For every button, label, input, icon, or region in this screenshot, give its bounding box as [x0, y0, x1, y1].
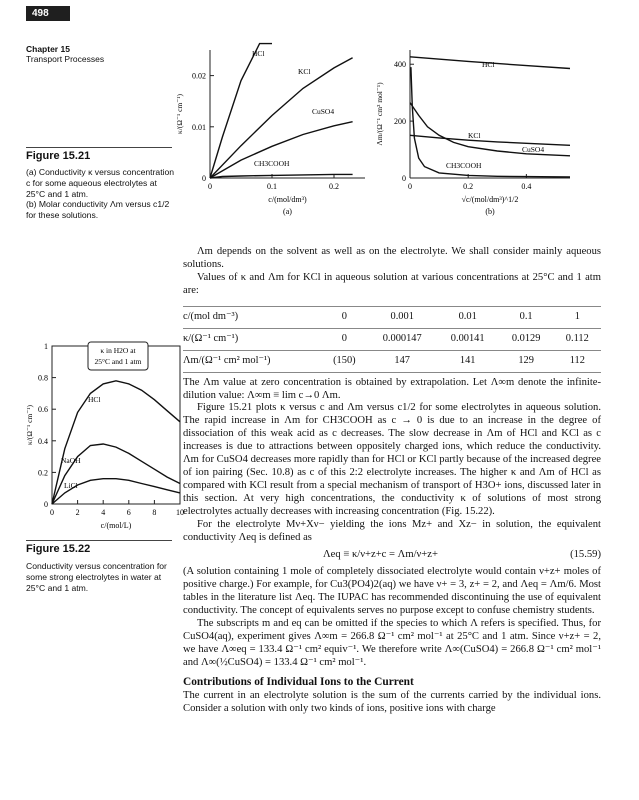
paragraph-section: The current in an electrolyte solution is the sum of the currents carried by the individual ions. Consider a solution with only two kinds of ions, positive ions with charge [183, 690, 601, 715]
paragraph-intro-1: Λm depends on the solvent as well as on the electrolyte. We shall consider mainly aqueous solutions. [183, 246, 601, 270]
series-line-naoh [52, 444, 180, 504]
y-tick-label: 0 [402, 174, 406, 183]
figure-22-title: Figure 15.22 [26, 543, 91, 555]
table-cell: 112 [569, 354, 585, 366]
paragraph-subscripts: The subscripts m and eq can be omitted if the species to which Λ refers is specified. Thus, for CuSO4(aq), experiment gives Λ∞m = 266.8 Ω⁻¹ cm² mol⁻¹ at 25°C and 1 atm. Since ν+z+ = 2, we have Λ∞eq = 133.4 Ω⁻¹ cm² equiv⁻¹. We therefore write Λ∞(CuSO4) = 266.8 Ω⁻¹ cm² mol⁻¹ and Λ∞(½CuSO4) = 133.4 Ω⁻¹ cm² mol⁻¹. [183, 617, 601, 668]
equation-number: (15.59) [570, 549, 601, 561]
x-axis-label: c/(mol/dm³) [268, 195, 307, 204]
figure-21-caption-b: (b) Molar conductivity Λm versus c1/2 for these solutions. [26, 199, 170, 221]
figure-21-caption-block [26, 150, 176, 221]
y-axis-label: Λm/(Ω⁻¹ cm² mol⁻¹) [375, 82, 384, 146]
y-tick-label: 400 [394, 60, 406, 70]
y-tick-label: 0.2 [38, 468, 48, 478]
chart-title-line-2: 25°C and 1 atm [94, 357, 142, 366]
chapter-title: Transport Processes [26, 54, 105, 64]
x-tick-label: 0 [208, 182, 212, 191]
table-cell: 0.1 [519, 310, 533, 322]
series-label-hcl: HCl [252, 49, 265, 58]
page-number: 498 [26, 6, 70, 21]
series-label-hcl: HCl [482, 60, 495, 69]
table-cell: (150) [333, 354, 356, 366]
table-row [183, 350, 601, 372]
table-cell: 0.00141 [450, 332, 485, 344]
figure-22-caption: Conductivity versus concentration for some strong electrolytes in water at 25°C and 1 atm. [26, 561, 167, 593]
panel-label: (b) [485, 207, 495, 216]
x-tick-label: 0.4 [521, 182, 532, 191]
paragraph-intro-2: Values of κ and Λm for KCl in aqueous solution at various concentrations at 25°C and 1 atm are: [183, 271, 601, 296]
series-label-hcl: HCl [88, 395, 101, 404]
table-row-label: κ/(Ω⁻¹ cm⁻¹) [183, 332, 239, 344]
chapter-number: Chapter 15 [26, 44, 70, 54]
series-line-ch3cooh [411, 67, 570, 177]
x-tick-label: 0 [50, 508, 54, 517]
y-axis-label: κ/(Ω⁻¹ cm⁻¹) [175, 94, 184, 134]
x-tick-label: 0.2 [463, 182, 474, 191]
y-tick-label: 1 [44, 342, 48, 351]
figure-21-rule [26, 147, 172, 148]
paragraph-equivalent-conductivity: For the electrolyte Mν+Xν− yielding the ions Mz+ and Xz− in solution, the equivalent conductivity Λeq is defined as [183, 518, 601, 543]
x-tick-label: 0.2 [329, 182, 339, 191]
x-tick-label: 8 [152, 508, 157, 517]
chart-title-line-1: κ in H2O at [100, 346, 136, 355]
y-tick-label: 0 [44, 500, 48, 509]
x-axis-label: c/(mol/L) [100, 521, 132, 530]
series-label-kcl: KCl [468, 131, 481, 140]
series-line-cuso4 [210, 122, 353, 178]
chart-conductivity-vs-concentration [170, 42, 380, 232]
table-row-label: c/(mol dm⁻³) [183, 310, 239, 322]
table-row [183, 306, 601, 328]
table-cell: 129 [518, 354, 534, 366]
figure-22-caption-block [26, 543, 176, 593]
table-row [183, 328, 601, 350]
series-label-cuso4: CuSO4 [312, 107, 335, 116]
table-cell: 0.01 [458, 310, 477, 322]
y-tick-label: 0.6 [38, 405, 48, 415]
x-axis-label: √c/(mol/dm³)^1/2 [461, 195, 519, 204]
x-tick-label: 10 [176, 508, 184, 517]
figure-21-title: Figure 15.21 [26, 150, 91, 162]
y-tick-label: 0.4 [38, 436, 48, 446]
x-tick-label: 6 [126, 508, 131, 517]
y-tick-label: 0 [202, 174, 206, 183]
x-tick-label: 0.1 [267, 182, 277, 191]
table-cell: 0.001 [390, 310, 414, 322]
body-column [183, 246, 601, 716]
table-row-label: Λm/(Ω⁻¹ cm² mol⁻¹) [183, 354, 271, 366]
table-cell: 0.112 [565, 332, 589, 344]
series-label-naoh: NaOH [61, 456, 81, 465]
y-axis-label: κ/(Ω⁻¹ cm⁻¹) [25, 405, 34, 445]
series-label-ch3cooh: CH3COOH [446, 161, 482, 170]
series-label-kcl: KCl [298, 67, 311, 76]
y-tick-label: 200 [394, 117, 406, 127]
series-line-cuso4 [410, 103, 570, 156]
series-label-licl: LiCl [64, 481, 78, 490]
table-cell: 0 [341, 332, 347, 344]
paragraph-extrapolation: The Λm value at zero concentration is obtained by extrapolation. Let Λ∞m denote the infinite-dilution value: Λ∞m ≡ lim c→0 Λm. [183, 376, 601, 401]
chapter-heading [26, 44, 104, 64]
paragraph-after-equation: (A solution containing 1 mole of completely dissociated electrolyte would contain ν+z+ moles of positive charge.) For example, for Cu3(PO4)2(aq) we have ν+ = 3, z+ = 2, and Λeq = Λm/6. Most tables in the literature list Λeq. The IUPAC has recommended discontinuing the use of equivalent conductivity. The concept of equivalents serves no purpose except to confuse chemistry students. [183, 566, 601, 617]
x-tick-label: 4 [101, 508, 106, 517]
equation-expression: Λeq ≡ κ/ν+z+c = Λm/ν+z+ [323, 549, 438, 561]
series-label-cuso4: CuSO4 [522, 145, 545, 154]
series-label-ch3cooh: CH3COOH [254, 159, 290, 168]
series-line-kcl [410, 135, 570, 145]
section-heading: Contributions of Individual Ions to the Current [183, 675, 414, 688]
y-tick-label: 0.02 [192, 71, 206, 81]
table-cell: 0 [341, 310, 347, 322]
table-cell: 1 [574, 310, 580, 322]
paragraph-figure-21: Figure 15.21 plots κ versus c and Λm versus c1/2 for some electrolytes in aqueous solution. The rapid increase in Λm for CH3COOH as c → 0 is due to an increase in the degree of dissociation of this weak acid as c decreases. The slow decrease in Λm of HCl and KCl as c increases is due to attractions between oppositely charged ions, which reduce the conductivity. Λm for CuSO4 decreases more rapidly than for HCl or KCl partly because of the increased degree of ion pairing (Sec. 10.8) as c of this 2:2 electrolyte increases. The higher κ and Λm of HCl as compared with KCl result from a special mechanism of transport of H3O+ ions, discussed later in this section. At very high concentrations, the conductivity κ of solutions of most strong electrolytes actually decreases with increasing concentration (Fig. 15.22). [183, 402, 601, 517]
panel-label: (a) [283, 207, 292, 216]
table-cell: 0.0129 [511, 332, 541, 344]
table-cell: 147 [394, 354, 410, 366]
equation-15-59 [183, 549, 601, 562]
chart-molar-conductivity-vs-sqrt-c [372, 42, 584, 232]
figure-21-caption-a: (a) Conductivity κ versus concentration c for some aqueous electrolytes at 25°C and 1 atm. [26, 167, 175, 199]
table-cell: 0.000147 [382, 332, 422, 344]
figure-22-rule [26, 540, 172, 541]
x-tick-label: 0 [408, 182, 412, 191]
chart-strong-electrolytes [26, 336, 186, 528]
series-line-hcl [210, 44, 272, 178]
y-tick-label: 0.01 [192, 122, 206, 132]
kcl-data-table [183, 306, 601, 373]
series-line-ch3cooh [210, 174, 353, 178]
y-tick-label: 0.8 [38, 373, 48, 383]
table-cell: 141 [459, 354, 476, 366]
x-tick-label: 2 [75, 508, 80, 517]
